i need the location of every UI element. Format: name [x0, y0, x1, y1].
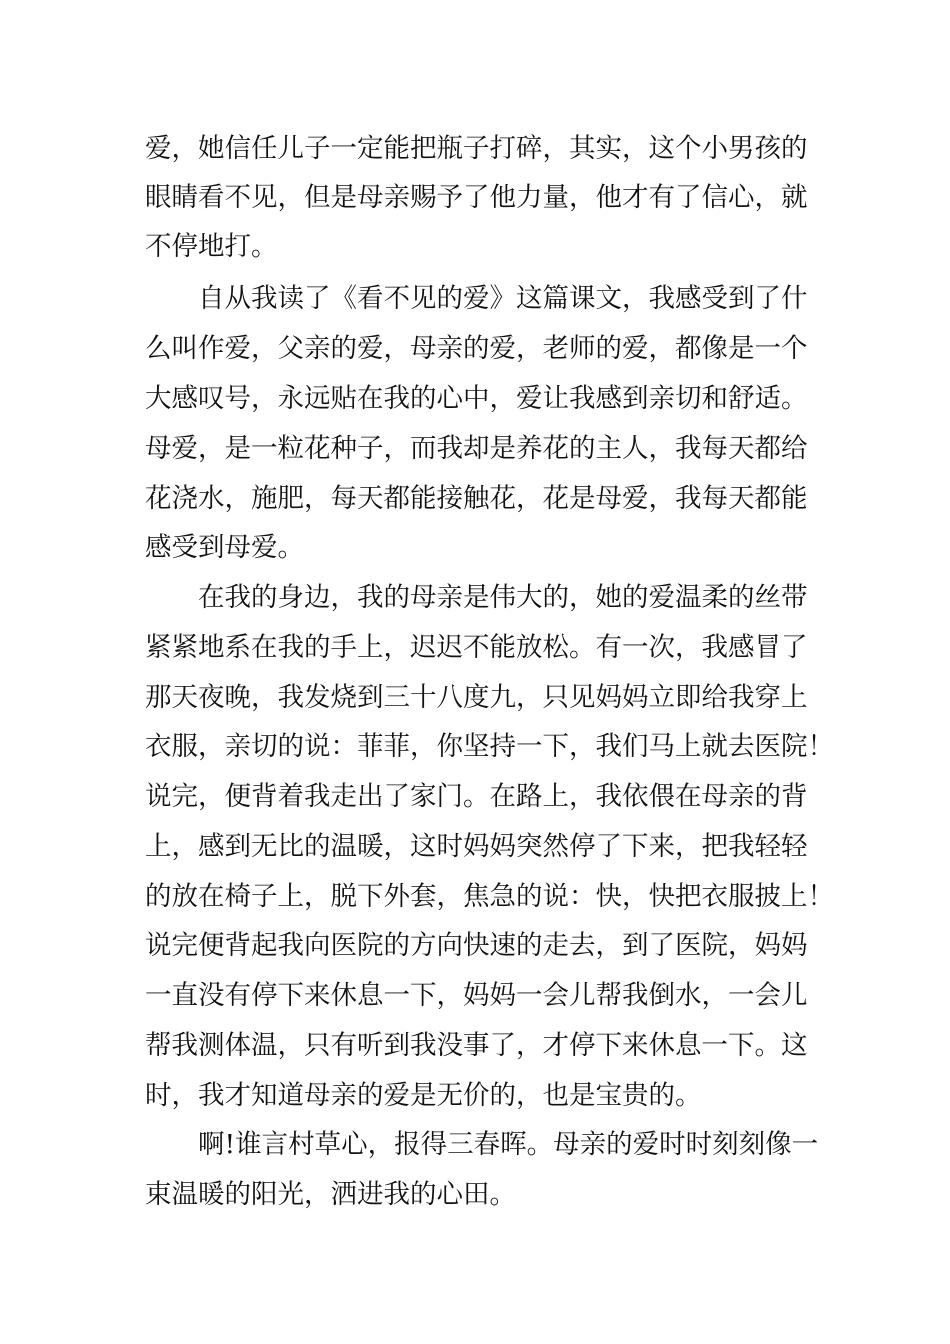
- text-line: 眼睛看不见，但是母亲赐予了他力量，他才有了信心，就: [145, 182, 808, 213]
- text-line: 母爱，是一粒花种子，而我却是养花的主人，我每天都给: [145, 433, 808, 464]
- text-line: 花浇水，施肥，每天都能接触花，花是母爱，我每天都能: [145, 483, 808, 514]
- paragraph-first-line: 自从我读了《看不见的爱》这篇课文，我感受到了什: [198, 283, 808, 314]
- text-line: 感受到母爱。: [145, 532, 304, 563]
- text-line: 一直没有停下来休息一下，妈妈一会儿帮我倒水，一会儿: [145, 980, 808, 1011]
- text-line: 不停地打。: [145, 231, 278, 262]
- text-line: 衣服，亲切的说：菲菲，你坚持一下，我们马上就去医院！: [145, 731, 834, 762]
- text-line: 上，感到无比的温暖，这时妈妈突然停了下来，把我轻轻: [145, 831, 808, 862]
- text-line: 紧紧地系在我的手上，迟迟不能放松。有一次，我感冒了: [145, 632, 808, 663]
- text-line: 爱，她信任儿子一定能把瓶子打碎，其实，这个小男孩的: [145, 133, 808, 164]
- paragraph-first-line: 啊!谁言村草心，报得三春晖。母亲的爱时时刻刻像一: [198, 1129, 819, 1160]
- text-line: 帮我测体温，只有听到我没事了，才停下来休息一下。这: [145, 1030, 808, 1061]
- text-line: 大感叹号，永远贴在我的心中，爱让我感到亲切和舒适。: [145, 383, 808, 414]
- text-line: 的放在椅子上，脱下外套，焦急的说：快，快把衣服披上！: [145, 881, 834, 912]
- text-line: 么叫作爱，父亲的爱，母亲的爱，老师的爱，都像是一个: [145, 333, 808, 364]
- text-line: 说完便背起我向医院的方向快速的走去，到了医院，妈妈: [145, 930, 808, 961]
- paragraph-first-line: 在我的身边，我的母亲是伟大的，她的爱温柔的丝带: [198, 582, 808, 613]
- text-line: 束温暖的阳光，洒进我的心田。: [145, 1179, 516, 1210]
- text-line: 那天夜晚，我发烧到三十八度九，只见妈妈立即给我穿上: [145, 682, 808, 713]
- text-line: 说完，便背着我走出了家门。在路上，我依偎在母亲的背: [145, 781, 808, 812]
- text-line: 时，我才知道母亲的爱是无价的，也是宝贵的。: [145, 1080, 702, 1111]
